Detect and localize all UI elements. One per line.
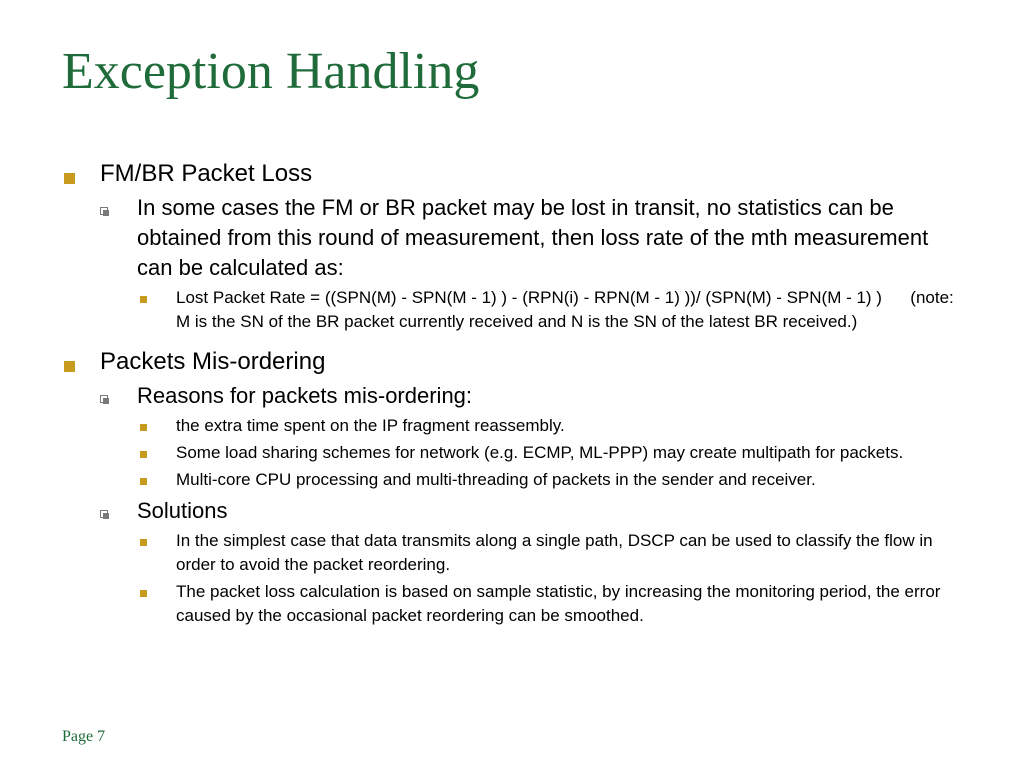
bullet-level3-reason-2 xyxy=(0,441,961,465)
bullet-text: The packet loss calculation is based on sample statistic, by increasing the monitoring period, the error caused by the occasional packet reordering can be smoothed. xyxy=(176,582,941,625)
slide-content xyxy=(0,152,1024,628)
bullet-text: Reasons for packets mis-ordering: xyxy=(137,383,473,408)
bullet-level3-solution-2 xyxy=(0,580,961,628)
slide-title: Exception Handling xyxy=(62,43,480,100)
bullet-level2-solutions xyxy=(0,496,957,526)
bullet-text: In the simplest case that data transmits along a single path, DSCP can be used to classify the flow in order to avoid the packet reordering. xyxy=(176,531,933,574)
bullet-level3-solution-1 xyxy=(0,529,961,577)
checkbox-bullet-icon xyxy=(100,395,108,403)
bullet-text: Multi-core CPU processing and multi-threading of packets in the sender and receiver. xyxy=(176,470,816,489)
bullet-text: In some cases the FM or BR packet may be lost in transit, no statistics can be obtained from this round of measurement, then loss rate of the mth measurement can be calculated as: xyxy=(137,195,929,280)
bullet-text: Some load sharing schemes for network (e.g. ECMP, ML-PPP) may create multipath for packets. xyxy=(176,443,904,462)
bullet-text: Solutions xyxy=(137,498,228,523)
bullet-level1-packets-mis-ordering xyxy=(0,346,960,377)
checkbox-bullet-icon xyxy=(100,510,108,518)
checkbox-bullet-icon xyxy=(100,207,108,215)
bullet-level2-loss-description xyxy=(0,193,957,283)
square-bullet-icon xyxy=(140,296,147,303)
bullet-level3-lost-packet-rate xyxy=(0,286,961,334)
bullet-text: Packets Mis-ordering xyxy=(100,348,326,375)
bullet-level1-fm-br-packet-loss xyxy=(0,158,960,189)
bullet-level3-reason-1 xyxy=(0,414,961,438)
bullet-level2-reasons xyxy=(0,381,957,411)
bullet-text: FM/BR Packet Loss xyxy=(100,160,313,187)
bullet-level3-reason-3 xyxy=(0,468,961,492)
bullet-text: the extra time spent on the IP fragment reassembly. xyxy=(176,416,565,435)
square-bullet-icon xyxy=(140,539,147,546)
square-bullet-icon xyxy=(64,173,75,184)
square-bullet-icon xyxy=(140,590,147,597)
bullet-text: Lost Packet Rate = ((SPN(M) - SPN(M - 1) ) - (RPN(i) - RPN(M - 1) ))/ (SPN(M) - SPN(M - 1) ) (note: M is the SN of the BR packet currently received and N is the SN of the latest BR received.) xyxy=(176,288,959,331)
square-bullet-icon xyxy=(64,361,75,372)
square-bullet-icon xyxy=(140,451,147,458)
square-bullet-icon xyxy=(140,424,147,431)
page-number: Page 7 xyxy=(62,728,106,745)
square-bullet-icon xyxy=(140,478,147,485)
